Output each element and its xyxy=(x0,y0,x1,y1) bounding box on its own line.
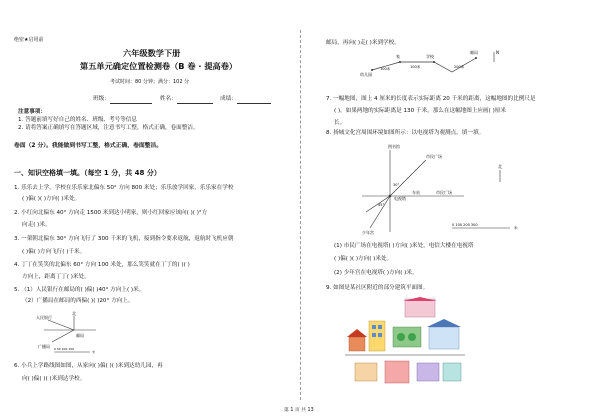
name-line[interactable] xyxy=(177,103,213,104)
q9-window-c xyxy=(372,333,376,337)
question-4-line1: 4. 丁丁在笑笑的北偏东 60° 方向 100 米处，那么笑笑就在丁丁的( )( ) xyxy=(14,262,190,268)
question-2-line2[interactable]: 向走( )米。 xyxy=(22,222,51,228)
q5-radio-line xyxy=(52,330,74,342)
route-distance-3: 200米 xyxy=(454,65,465,69)
q9-shop-d xyxy=(443,363,461,381)
question-5-part1[interactable]: 5. （1）人民银行在邮局的( )偏( )40° 方向上( )米。 xyxy=(14,287,145,293)
question-7-line3: 长。 xyxy=(334,120,346,126)
question-5-part2[interactable]: （2）广播局在邮局的西偏( )( )20° 方向上。 xyxy=(22,298,134,304)
q5-map-figure xyxy=(34,310,104,354)
q8-tv-label: 电视塔 xyxy=(394,196,406,201)
right-q6-continued[interactable]: 邮局，再向( )走( )米到学校。 xyxy=(326,40,400,46)
question-3-line2[interactable]: ( )偏( )方向飞行( )千米。 xyxy=(22,249,86,255)
q9-community-map xyxy=(345,297,465,391)
q8-kids-label: 少年宫 xyxy=(362,230,374,235)
route-kinder-point xyxy=(371,69,373,71)
q8-north-label: 北 xyxy=(498,164,502,169)
section1-heading: 一、知识空格填一填。（每空 1 分，共 48 分） xyxy=(14,169,161,177)
score-label: 成绩： xyxy=(220,96,237,102)
notes-item-2: 2. 请将答案正确填写在答题区域，注意书写工整，格式正确，卷面整洁。 xyxy=(18,125,199,131)
q5-scale-label: 0 50 100 150 xyxy=(54,347,75,351)
question-7-line1: 7. 一幅地图，图上 4 厘米的长度表示实际距离 20 千米的距离，这幅地图的比例尺是 xyxy=(326,96,536,102)
route-distance-1: 100米 xyxy=(380,67,391,71)
question-2-line1: 2. 小红向北偏东 40° 方向走 1500 米到达小明家，则小红回家应该向( )( )°方 xyxy=(14,210,208,216)
question-3-line1: 3. 一架朝北偏东 30° 方向飞行了 300 千米的飞机，接到指令要求返航，返航时飞机应朝 xyxy=(14,236,234,242)
column-divider xyxy=(300,30,301,400)
route-home-point xyxy=(399,61,401,63)
q8-angle-1: 30° xyxy=(393,183,400,187)
paper-score-note: 卷面（2 分）。我能做到书写工整，格式正确，卷面整洁。 xyxy=(14,143,163,149)
question-7-line2[interactable]: ( )。如果两地的实际距离是 130 千米，那么在这幅地图上应画( )厘米 xyxy=(334,108,506,114)
q9-tower xyxy=(369,321,385,351)
question-8-2[interactable]: (2) 少年宫在电视塔( )方向( )米。 xyxy=(334,270,418,276)
question-1-line1: 1. 乐乐去上学，学校在乐乐家北偏东 50° 方向 800 米处；乐乐放学回家，乐乐家在学校 xyxy=(14,185,234,191)
page-footer: 第 1 页 共 13 xyxy=(284,408,314,413)
question-8-1-line1[interactable]: (1) 市民广场在电视塔( )方向( )米处，电信大楼在电视塔 xyxy=(334,243,474,249)
q5-north-label: 北 xyxy=(72,311,76,316)
q8-tv-point xyxy=(389,195,391,197)
q8-scale-label: 0 100 200 300 xyxy=(452,223,478,227)
q8-town-hall-label: 市民广场 xyxy=(426,154,442,159)
score-line[interactable] xyxy=(237,103,271,104)
q9-shop-c xyxy=(417,363,439,381)
question-6-line2[interactable]: 向( )偏( )( )米到达学校。 xyxy=(22,376,86,382)
q8-bar-label: 车站 xyxy=(412,190,420,195)
question-9-intro: 9. 如图是某社区附近的部分建筑平面图。 xyxy=(326,285,429,291)
route-school-label: 学校 xyxy=(426,54,434,59)
q8-map-figure xyxy=(360,142,530,242)
q8-ne-line xyxy=(390,160,426,196)
route-post-label: 邮局 xyxy=(470,50,478,55)
route-north-label: N xyxy=(496,50,499,55)
q9-tree-a xyxy=(397,333,405,341)
q5-scale-unit: 米 xyxy=(92,350,96,354)
q8-plaza-label: 市民广场 xyxy=(436,190,452,195)
q5-bank-line xyxy=(48,320,74,330)
q8-sw-line xyxy=(370,196,390,228)
route-post-point xyxy=(475,57,477,59)
question-8-1-line2[interactable]: ( )偏( )( )方向( )米处。 xyxy=(334,256,393,262)
class-label: 班级： xyxy=(93,96,110,102)
notes-item-1: 1. 答题前填写好自己的姓名、班级、考号等信息 xyxy=(18,117,137,123)
q9-window-d xyxy=(378,333,382,337)
q9-building-top xyxy=(405,299,435,317)
exam-title-line2: 第五单元确定位置检测卷（B 卷 · 提高卷） xyxy=(80,61,238,71)
q9-roof-right xyxy=(427,319,461,327)
q9-window-a xyxy=(372,325,376,329)
q9-building-right xyxy=(429,327,459,349)
q8-angle-2: 45° xyxy=(378,203,385,207)
q9-tree-b xyxy=(408,333,416,341)
question-8-intro: 8. 扬城文化宫周围环境如图所示：以电视塔为观测点，填一填。 xyxy=(326,130,485,136)
exam-info: 考试时间：80 分钟；满分：102 分 xyxy=(110,79,190,85)
route-home-label: 家 xyxy=(396,54,400,59)
q9-shop-b xyxy=(385,361,409,383)
question-6-line1[interactable]: 6. 小兵上学路线图如图，从家向( )偏( )( )米到达幼儿园，再 xyxy=(14,363,163,369)
class-line[interactable] xyxy=(110,103,152,104)
q9-roof-left xyxy=(347,329,367,337)
question-1-line2[interactable]: ( )偏( )( )方向( )米处。 xyxy=(22,196,81,202)
route-figure xyxy=(360,48,500,78)
q9-window-b xyxy=(378,325,382,329)
notes-heading: 注意事项： xyxy=(18,109,46,115)
route-school-point xyxy=(433,61,435,63)
q8-scale-unit: 米 xyxy=(514,226,518,230)
q5-post-label: 邮局 xyxy=(76,333,84,338)
exam-title-line1: 六年级数学下册 xyxy=(123,48,181,58)
question-4-line2[interactable]: 方向上，距离丁丁( )米处。 xyxy=(22,274,90,280)
route-kinder-label: 幼儿园 xyxy=(360,72,372,77)
q9-house-left xyxy=(349,337,365,351)
route-distance-2: 100米 xyxy=(410,65,421,69)
q8-library-label: 图书馆 xyxy=(388,144,400,149)
secret-mark: 绝密★启用前 xyxy=(14,37,44,43)
q9-shop-a xyxy=(355,363,377,381)
q5-bank-label: 人民银行 xyxy=(36,315,52,320)
name-label: 姓名： xyxy=(160,96,177,102)
q5-radio-label: 广播局 xyxy=(38,344,50,349)
